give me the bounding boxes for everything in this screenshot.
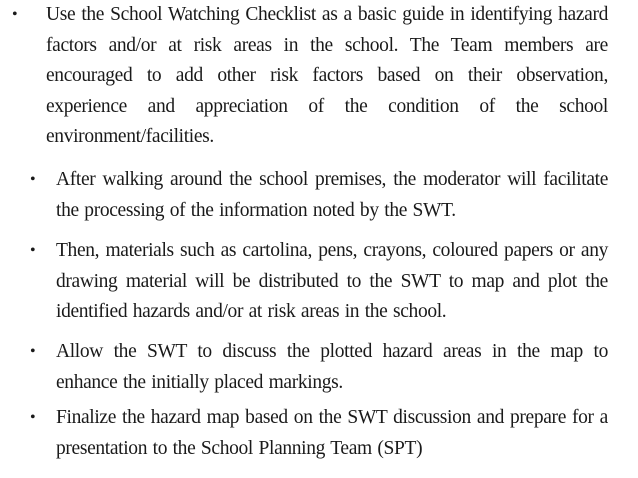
bullet-text: After walking around the school premises, the moderator will facilitate the processing of the information noted by the SWT.	[56, 169, 608, 221]
bullet-item-materials	[30, 236, 608, 328]
bullet-text: Then, materials such as cartolina, pens, crayons, coloured papers or any drawing material will be distributed to the SWT to map and plot the identified hazards and/or at risk areas in the school.	[56, 240, 608, 322]
bullet-item-checklist-guide	[12, 0, 608, 153]
bullet-item-discuss	[30, 337, 608, 398]
bullet-text: Allow the SWT to discuss the plotted hazard areas in the map to enhance the initially placed markings.	[56, 341, 608, 393]
bullet-icon: •	[30, 242, 36, 259]
bullet-text: Use the School Watching Checklist as a basic guide in identifying hazard factors and/or at risk areas in the school. The Team members are encouraged to add other risk factors based on their observation, experience and appreciation of the condition of the school environment/facilities.	[46, 4, 608, 147]
bullet-icon: •	[30, 409, 36, 426]
bullet-text: Finalize the hazard map based on the SWT discussion and prepare for a presentation to the School Planning Team (SPT)	[56, 407, 608, 459]
bullet-item-walk-around	[30, 165, 608, 226]
bullet-icon: •	[30, 343, 36, 360]
bullet-item-finalize	[30, 403, 608, 464]
bullet-icon: •	[30, 171, 36, 188]
bullet-icon: •	[12, 6, 18, 23]
